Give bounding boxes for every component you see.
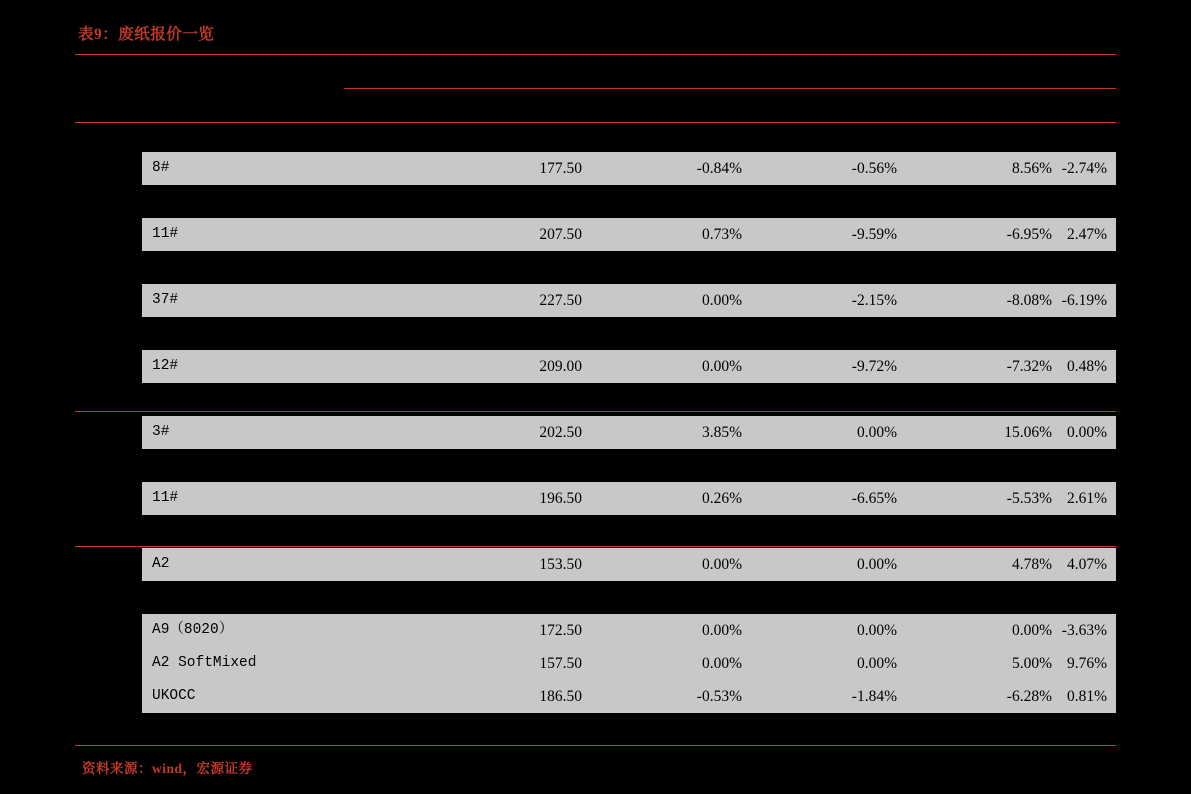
data-table xyxy=(142,152,1116,713)
row-name-cell: 8# xyxy=(152,160,170,176)
row-change3-cell: 15.06% xyxy=(1004,424,1052,441)
rule-header-middle xyxy=(344,88,1116,89)
row-change1-cell: 0.00% xyxy=(701,292,742,309)
row-change1-cell: 0.00% xyxy=(701,556,742,573)
row-change3-cell: 8.56% xyxy=(1011,160,1052,177)
row-name-cell: A2 SoftMixed xyxy=(152,655,257,671)
row-change2-cell: -6.65% xyxy=(851,490,897,507)
row-change4-cell: 4.07% xyxy=(1066,556,1107,573)
row-change1-cell: 0.26% xyxy=(701,490,742,507)
row-change2-cell: 0.00% xyxy=(856,622,897,639)
table-row xyxy=(142,416,1116,449)
row-price-cell: 207.50 xyxy=(539,226,582,243)
row-change2-cell: 0.00% xyxy=(856,556,897,573)
row-change4-cell: -2.74% xyxy=(1061,160,1107,177)
row-change2-cell: -2.15% xyxy=(851,292,897,309)
table-row xyxy=(142,548,1116,581)
row-change4-cell: 0.81% xyxy=(1066,688,1107,705)
row-price-cell: 172.50 xyxy=(539,622,582,639)
table-row xyxy=(142,218,1116,251)
row-change3-cell: 5.00% xyxy=(1011,655,1052,672)
row-change4-cell: -6.19% xyxy=(1061,292,1107,309)
row-change2-cell: -1.84% xyxy=(851,688,897,705)
row-change4-cell: -3.63% xyxy=(1061,622,1107,639)
row-name-cell: 3# xyxy=(152,424,170,440)
row-change1-cell: -0.53% xyxy=(696,688,742,705)
row-name-cell: UKOCC xyxy=(152,688,196,704)
row-name-cell: 37# xyxy=(152,292,179,308)
row-change4-cell: 2.61% xyxy=(1066,490,1107,507)
table-row xyxy=(142,614,1116,647)
row-price-cell: 209.00 xyxy=(539,358,582,375)
table-row xyxy=(142,284,1116,317)
table-row xyxy=(142,647,1116,680)
row-change2-cell: 0.00% xyxy=(856,655,897,672)
row-change4-cell: 9.76% xyxy=(1066,655,1107,672)
source-note: 资料来源：wind，宏源证券 xyxy=(82,761,253,776)
rule-top xyxy=(75,54,1116,55)
row-name-cell: 12# xyxy=(152,358,179,374)
row-change4-cell: 0.00% xyxy=(1066,424,1107,441)
row-price-cell: 202.50 xyxy=(539,424,582,441)
row-price-cell: 153.50 xyxy=(539,556,582,573)
row-change2-cell: 0.00% xyxy=(856,424,897,441)
row-price-cell: 157.50 xyxy=(539,655,582,672)
row-change1-cell: -0.84% xyxy=(696,160,742,177)
row-change3-cell: -6.28% xyxy=(1006,688,1052,705)
row-change3-cell: -8.08% xyxy=(1006,292,1052,309)
row-change3-cell: -5.53% xyxy=(1006,490,1052,507)
row-price-cell: 177.50 xyxy=(539,160,582,177)
row-change3-cell: -7.32% xyxy=(1006,358,1052,375)
row-change1-cell: 0.00% xyxy=(701,655,742,672)
rule-bottom xyxy=(75,745,1116,746)
table-row xyxy=(142,350,1116,383)
row-change1-cell: 0.00% xyxy=(701,622,742,639)
page-title: 表9：废纸报价一览 xyxy=(78,26,215,43)
row-change3-cell: -6.95% xyxy=(1006,226,1052,243)
row-change2-cell: -9.72% xyxy=(851,358,897,375)
row-price-cell: 227.50 xyxy=(539,292,582,309)
row-change1-cell: 0.73% xyxy=(701,226,742,243)
row-name-cell: A9（8020） xyxy=(152,622,234,638)
row-name-cell: 11# xyxy=(152,226,179,242)
row-name-cell: A2 xyxy=(152,556,170,572)
row-change1-cell: 0.00% xyxy=(701,358,742,375)
row-price-cell: 196.50 xyxy=(539,490,582,507)
table-row xyxy=(142,152,1116,185)
row-name-cell: 11# xyxy=(152,490,179,506)
row-change2-cell: -9.59% xyxy=(851,226,897,243)
row-change3-cell: 0.00% xyxy=(1011,622,1052,639)
row-change1-cell: 3.85% xyxy=(701,424,742,441)
row-change4-cell: 2.47% xyxy=(1066,226,1107,243)
row-change3-cell: 4.78% xyxy=(1011,556,1052,573)
row-price-cell: 186.50 xyxy=(539,688,582,705)
table-row xyxy=(142,680,1116,713)
row-change4-cell: 0.48% xyxy=(1066,358,1107,375)
table-row xyxy=(142,482,1116,515)
rule-header-bottom xyxy=(75,122,1116,123)
row-change2-cell: -0.56% xyxy=(851,160,897,177)
